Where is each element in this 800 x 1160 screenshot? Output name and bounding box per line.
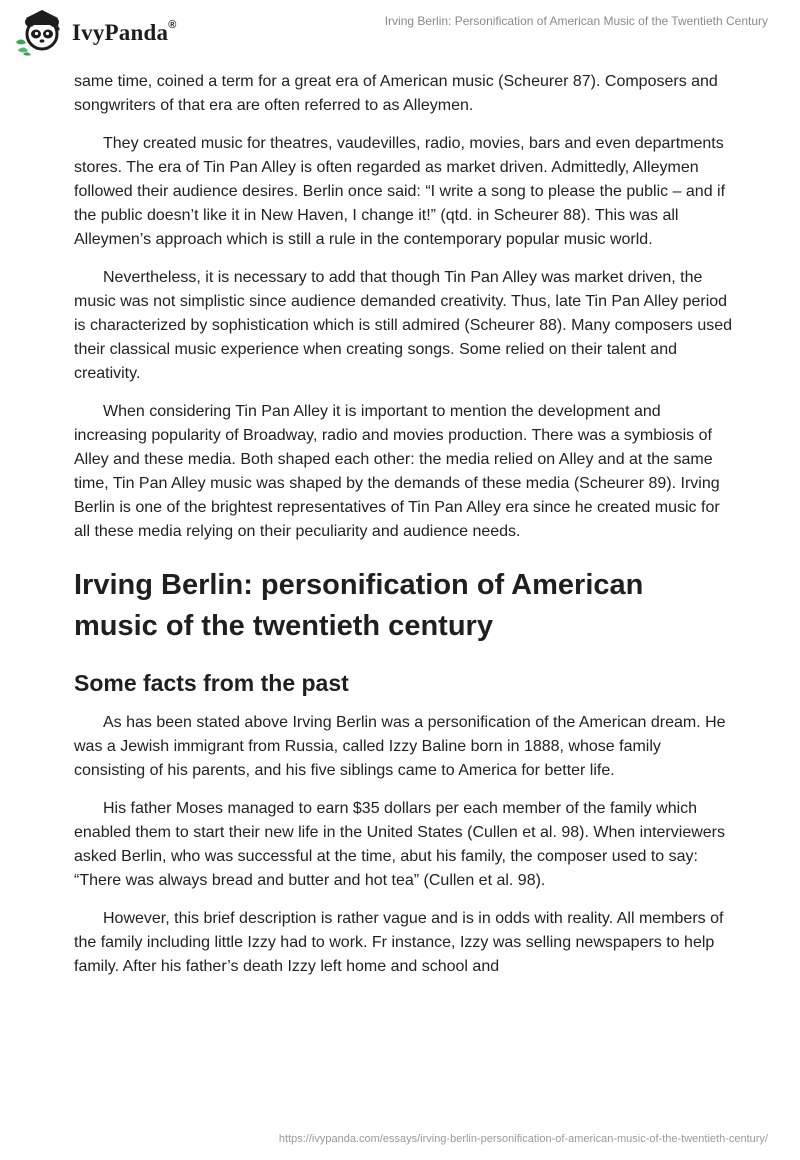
paragraph: However, this brief description is rather vague and is in odds with reality. All members of the family including little Izzy had to work. Fr instance, Izzy was selling newspapers to help family. After his father’s death Izzy left home and school and [74, 910, 724, 975]
page-header [0, 0, 800, 64]
paragraph: Nevertheless, it is necessary to add that though Tin Pan Alley was market driven, the music was not simplistic since audience demanded creativity. Thus, late Tin Pan Alley period is characterized by sophistication which is still admired (Scheurer 88). Many composers used their classical music experience when creating songs. Some relied on their talent and creativity. [74, 269, 733, 382]
essay-content [74, 70, 734, 993]
registered-mark: ® [168, 19, 177, 32]
ivypanda-logo[interactable] [14, 8, 177, 56]
paragraph: They created music for theatres, vaudevilles, radio, movies, bars and even departments stores. The era of Tin Pan Alley is often regarded as market driven. Admittedly, Alleymen followed their audience desires. Berlin once said: “I write a song to please the public – and if the public doesn’t like it in New Haven, I change it!” (qtd. in Scheurer 88). This was all Alleymen’s approach which is still a rule in the contemporary popular music world. [74, 135, 726, 248]
section-heading: Irving Berlin: personification of American music of the twentieth century [74, 569, 644, 642]
subsection-heading: Some facts from the past [74, 670, 349, 696]
document-title: Irving Berlin: Personification of American Music of the Twentieth Century [384, 14, 768, 28]
paragraph: same time, coined a term for a great era of American music (Scheurer 87). Composers and songwriters of that era are often referred to as Alleymen. [74, 73, 718, 114]
source-url-link[interactable]: https://ivypanda.com/essays/irving-berlin-personification-of-american-music-of-the-twentieth-century/ [278, 1133, 768, 1145]
brand-name [72, 20, 177, 46]
panda-graduation-cap-icon [14, 8, 64, 56]
paragraph: His father Moses managed to earn $35 dollars per each member of the family which enabled them to start their new life in the United States (Cullen et al. 98). When interviewers asked Berlin, who was successful at the time, abut his family, the composer used to say: “There was always bread and butter and hot tea” (Cullen et al. 98). [74, 800, 725, 889]
paragraph: When considering Tin Pan Alley it is important to mention the development and increasing popularity of Broadway, radio and movies production. There was a symbiosis of Alley and these media. Both shaped each other: the media relied on Alley and at the same time, Tin Pan Alley music was shaped by the demands of these media (Scheurer 89). Irving Berlin is one of the brightest representatives of Tin Pan Alley era since he created music for all these media relying on their peculiarity and audience needs. [74, 403, 720, 540]
brand-name-text: IvyPanda [72, 20, 169, 45]
paragraph: As has been stated above Irving Berlin was a personification of the American dream. He was a Jewish immigrant from Russia, called Izzy Baline born in 1888, whose family consisting of his parents, and his five siblings came to America for better life. [74, 714, 726, 779]
